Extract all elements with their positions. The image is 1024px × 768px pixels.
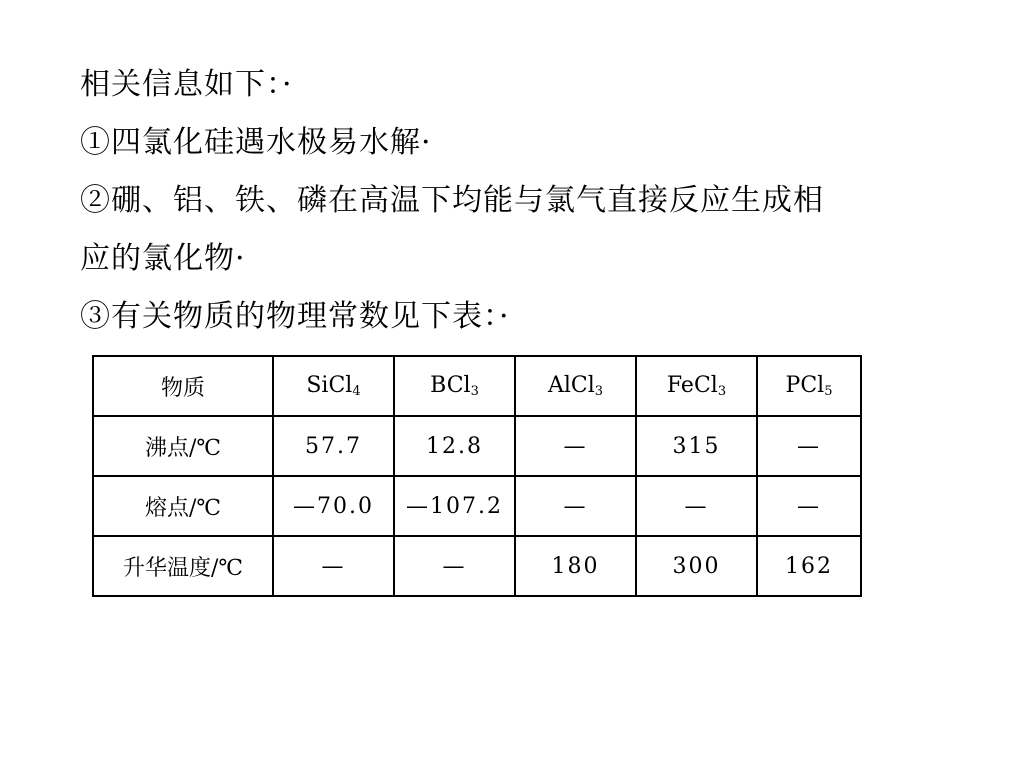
table-row-sublimation-temperature — [93, 536, 861, 596]
fact-2-continued-line: 应的氯化物· — [80, 241, 246, 276]
table-cell: — — [757, 416, 861, 476]
formula-base: FeCl — [666, 373, 718, 398]
table-cell: 300 — [636, 536, 757, 596]
table-cell: 57.7 — [273, 416, 394, 476]
fact-2-line: ②硼、铝、铁、磷在高温下均能与氯气直接反应生成相 — [80, 183, 824, 218]
formula-subscript: 3 — [717, 384, 727, 399]
header-label-cell: 物质 — [93, 356, 273, 416]
table-cell: — — [515, 476, 636, 536]
formula-subscript: 3 — [470, 384, 479, 399]
header-cell-sicl4 — [273, 356, 394, 416]
table-row-melting-point — [93, 476, 861, 536]
table-cell: 162 — [757, 536, 861, 596]
table-cell: —70.0 — [273, 476, 394, 536]
header-cell-bcl3 — [394, 356, 515, 416]
fact-1-line: ①四氯化硅遇水极易水解· — [80, 125, 432, 160]
table-cell: 180 — [515, 536, 636, 596]
header-cell-fecl3 — [636, 356, 757, 416]
slide-text — [80, 56, 940, 346]
formula-base: PCl — [785, 373, 825, 398]
row-label-cell: 熔点/℃ — [93, 476, 273, 536]
formula-base: SiCl — [306, 373, 353, 398]
formula-subscript: 5 — [824, 384, 833, 399]
table-cell: 12.8 — [394, 416, 515, 476]
row-label-cell: 升华温度/℃ — [93, 536, 273, 596]
table-cell: 315 — [636, 416, 757, 476]
table-cell: — — [394, 536, 515, 596]
formula-base: BCl — [430, 373, 471, 398]
table-cell: —107.2 — [394, 476, 515, 536]
formula-base: AlCl — [547, 373, 595, 398]
table-header-row — [93, 356, 861, 416]
row-label-cell: 沸点/℃ — [93, 416, 273, 476]
formula-subscript: 3 — [594, 384, 604, 399]
physical-constants-table — [92, 355, 862, 597]
intro-line: 相关信息如下：· — [80, 67, 293, 102]
table-cell: — — [515, 416, 636, 476]
table-cell: — — [636, 476, 757, 536]
table-cell: — — [273, 536, 394, 596]
header-cell-pcl5 — [757, 356, 861, 416]
header-cell-alcl3 — [515, 356, 636, 416]
formula-subscript: 4 — [352, 384, 361, 399]
table-cell: — — [757, 476, 861, 536]
fact-3-line: ③有关物质的物理常数见下表：· — [80, 299, 510, 334]
table-row-boiling-point — [93, 416, 861, 476]
